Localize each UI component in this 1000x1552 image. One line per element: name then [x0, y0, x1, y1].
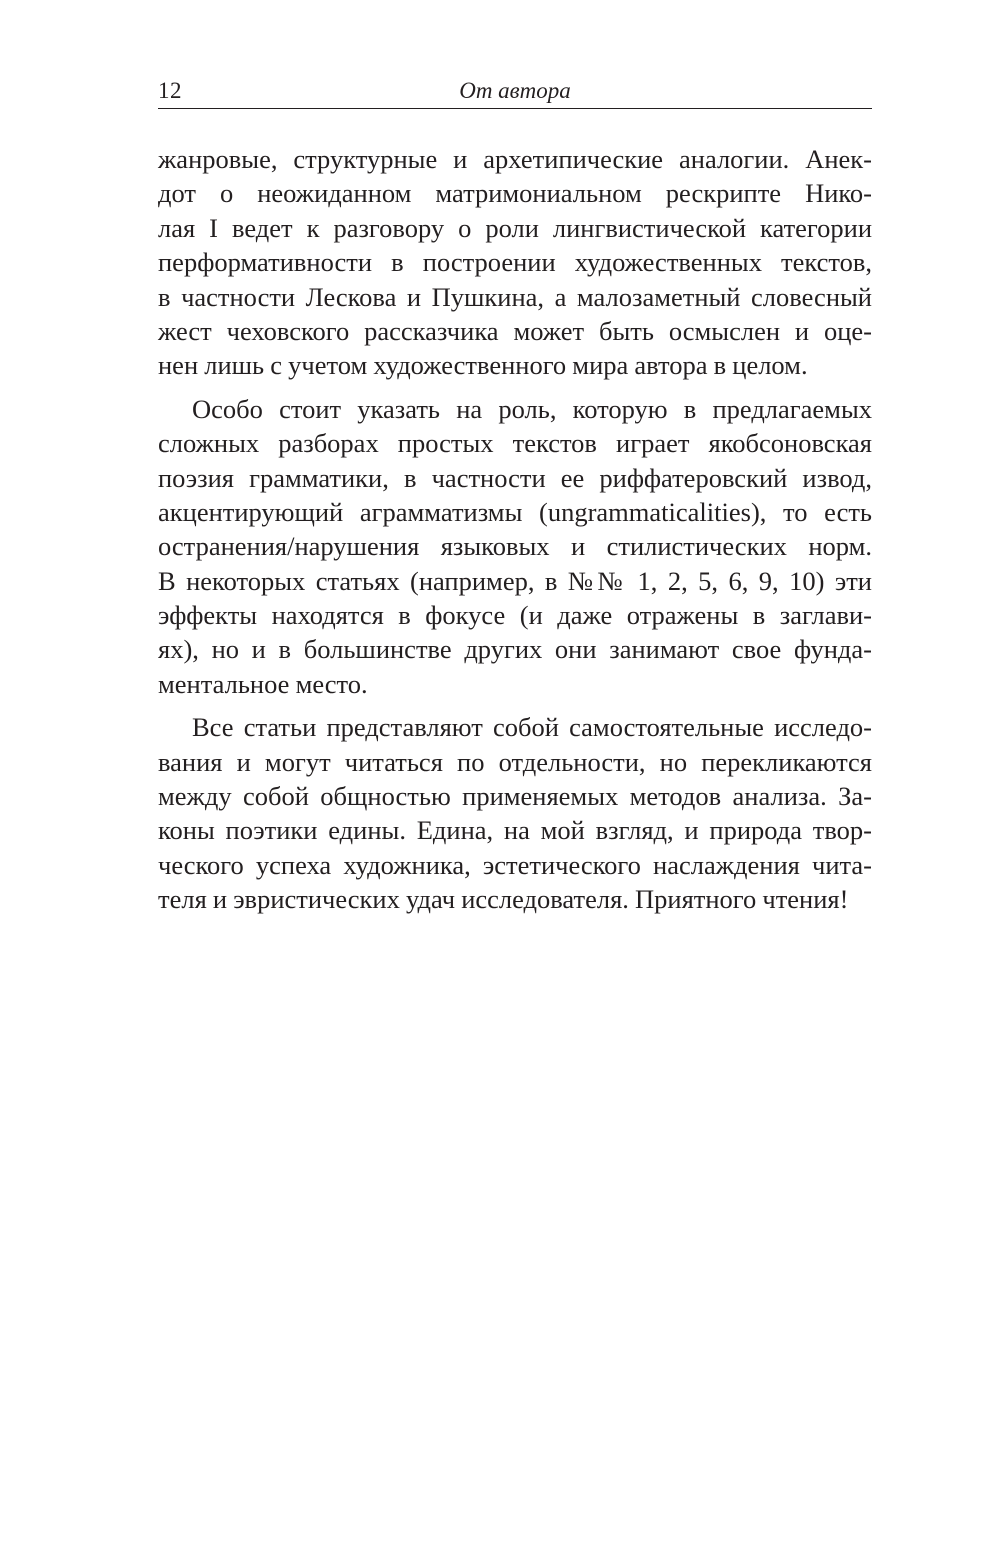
running-head: [158, 74, 872, 109]
text-line: эффекты находятся в фокусе (и даже отражены в заглави-: [158, 600, 872, 631]
text-line: остранения/нарушения языковых и стилистических норм.: [158, 531, 872, 562]
text-line: перформативности в построении художественных текстов,: [158, 247, 872, 278]
text-line: акцентирующий аграмматизмы (ungrammaticalities), то есть: [158, 496, 872, 527]
text-line: ческого успеха художника, эстетического наслаждения чита-: [158, 849, 872, 880]
text-line: Особо стоит указать на роль, которую в предлагаемых: [192, 393, 872, 424]
text-line: поэзия грамматики, в частности ее риффатеровский извод,: [158, 462, 872, 493]
text-line: в частности Лескова и Пушкина, а малозаметный словесный: [158, 281, 872, 312]
text-line: коны поэтики едины. Едина, на мой взгляд, и природа твор-: [158, 815, 872, 846]
text-line: нен лишь с учетом художественного мира автора в целом.: [158, 350, 808, 381]
text-line: В некоторых статьях (например, в №№ 1, 2, 5, 6, 9, 10) эти: [158, 565, 872, 596]
text-line: ментальное место.: [158, 668, 368, 699]
text-line: вания и могут читаться по отдельности, но перекликаются: [158, 746, 872, 777]
text-line: сложных разборах простых текстов играет якобсоновская: [158, 428, 872, 459]
page-number: 12: [158, 78, 182, 103]
text-line: Все статьи представляют собой самостоятельные исследо-: [192, 712, 872, 743]
running-title: От автора: [459, 78, 571, 103]
text-line: лая I ведет к разговору о роли лингвистической категории: [158, 212, 872, 243]
body-text: [158, 142, 872, 917]
text-line: теля и эвристических удач исследователя. Приятного чтения!: [158, 884, 849, 915]
text-line: дот о неожиданном матримониальном рескрипте Нико-: [158, 178, 872, 209]
text-line: ях), но и в большинстве других они занимают свое фунда-: [158, 634, 872, 665]
text-line: жест чеховского рассказчика может быть осмыслен и оце-: [158, 315, 872, 346]
paragraph-3: [158, 710, 872, 916]
text-line: жанровые, структурные и архетипические аналогии. Анек-: [158, 144, 872, 174]
paragraph-2: [158, 392, 872, 702]
text-line: между собой общностью применяемых методов анализа. За-: [158, 781, 872, 812]
paragraph-1: [158, 142, 872, 383]
